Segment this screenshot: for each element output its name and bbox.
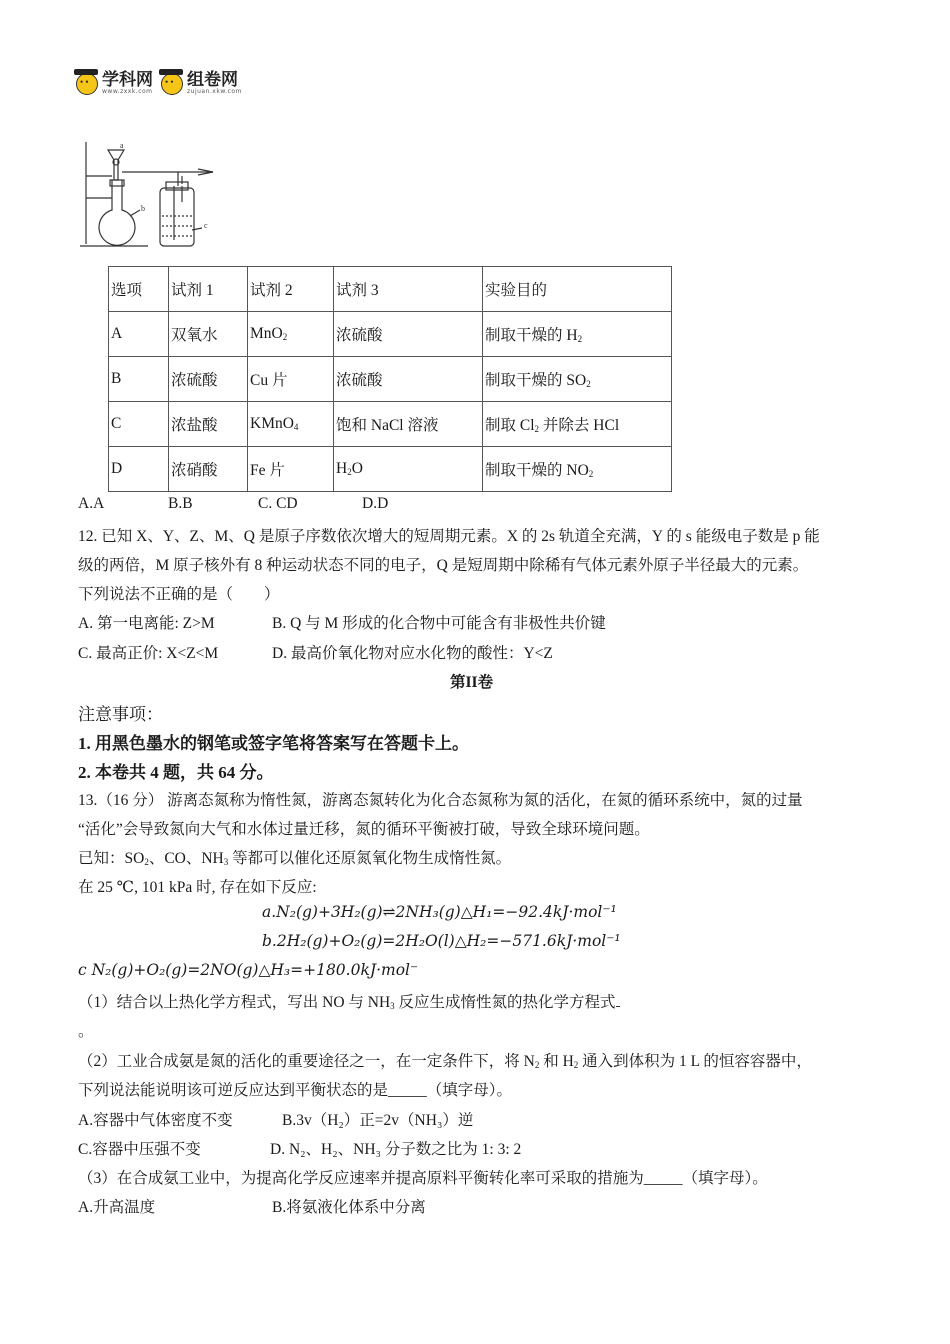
table-cell: 制取干燥的 $H_2$ xyxy=(483,312,672,357)
site-logo xyxy=(76,72,248,95)
table-header: 选项 xyxy=(109,267,169,312)
table-row xyxy=(109,402,672,447)
q11-choice-d: D.D xyxy=(362,495,389,512)
q12-option-c: C. 最高正价: X<Z<M xyxy=(78,645,219,662)
q13-line-3: 已知：$SO_2$、CO、$NH_3$ 等都可以催化还原氮氧化物生成惰性氮。 xyxy=(78,850,512,867)
q12-option-b: B. Q 与 M 形成的化合物中可能含有非极性共价键 xyxy=(272,615,606,632)
mascot-icon xyxy=(161,73,183,95)
q13-line-4: 在 25 ℃, 101 kPa 时, 存在如下反应: xyxy=(78,879,317,896)
q13-part-3: （3）在合成氨工业中，为提高化学反应速率并提高原料平衡转化率可采取的措施为_____（填字母）。 xyxy=(78,1170,768,1187)
label-a: a xyxy=(120,141,124,150)
q13-part-2-option-c: C.容器中压强不变 xyxy=(78,1141,201,1158)
apparatus-diagram xyxy=(78,136,228,254)
table-header: 试剂 3 xyxy=(334,267,483,312)
table-cell: 制取 $Cl_2$ 并除去 HCl xyxy=(483,402,672,447)
table-cell: Cu 片 xyxy=(248,357,334,402)
q13-part-3-option-a: A.升高温度 xyxy=(78,1199,156,1216)
q13-part-2-line-1: （2）工业合成氨是氮的活化的重要途径之一，在一定条件下，将 $N_2$ 和 $H_2$ 通入到体积为 1 L 的恒容容器中， xyxy=(78,1053,812,1070)
q11-choice-c: C. CD xyxy=(258,495,298,512)
q11-choice-a: A.A xyxy=(78,495,105,512)
label-c: c xyxy=(204,221,208,230)
notice-heading: 注意事项： xyxy=(78,705,163,724)
answer-blank xyxy=(616,1006,620,1007)
table-header: 试剂 2 xyxy=(248,267,334,312)
q13-part-3-option-b: B.将氨液化体系中分离 xyxy=(272,1199,426,1216)
q12-option-a: A. 第一电离能: Z>M xyxy=(78,615,215,632)
table-cell: 制取干燥的 $SO_2$ xyxy=(483,357,672,402)
table-cell: A xyxy=(109,312,169,357)
equation-c: c N₂(g)+O₂(g)=2NO(g)△H₃=+180.0kJ·mol⁻ xyxy=(78,961,419,979)
logo-brand-1: 学科网 www.zxxk.com xyxy=(102,70,153,95)
table-cell: 浓硫酸 xyxy=(169,357,248,402)
equation-b: b.2H₂(g)+O₂(g)=2H₂O(l)△H₂=−571.6kJ·mol⁻¹ xyxy=(262,932,621,950)
table-cell: 浓硝酸 xyxy=(169,447,248,492)
logo-brand-2: 组卷网 zujuan.xkw.com xyxy=(187,70,242,95)
table-row xyxy=(109,312,672,357)
table-cell: 浓盐酸 xyxy=(169,402,248,447)
table-header: 试剂 1 xyxy=(169,267,248,312)
mascot-icon xyxy=(76,73,98,95)
notice-1: 1. 用黑色墨水的钢笔或签字笔将答案写在答题卡上。 xyxy=(78,734,469,753)
q13-part-2-option-b: B.3v（H₂）正=2v（NH₃）逆 xyxy=(282,1112,474,1129)
table-header: 实验目的 xyxy=(483,267,672,312)
table-cell: 制取干燥的 $NO_2$ xyxy=(483,447,672,492)
options-table xyxy=(108,266,672,492)
notice-2: 2. 本卷共 4 题，共 64 分。 xyxy=(78,763,274,782)
table-cell: 双氧水 xyxy=(169,312,248,357)
table-cell: D xyxy=(109,447,169,492)
q12-option-d: D. 最高价氧化物对应水化物的酸性：Y<Z xyxy=(272,645,553,662)
table-cell: Fe 片 xyxy=(248,447,334,492)
q13-line-1: 13.（16 分） 游离态氮称为惰性氮，游离态氮转化为化合态氮称为氮的活化，在氮的循环系统中，氮的过量 xyxy=(78,792,803,809)
part-title: 第II卷 xyxy=(450,674,494,691)
table-cell: MnO$_2$ xyxy=(248,312,334,357)
table-row xyxy=(109,447,672,492)
table-cell: C xyxy=(109,402,169,447)
q13-part-1: （1）结合以上热化学方程式，写出 NO 与 $NH_3$ 反应生成惰性氮的热化学方程式 xyxy=(78,990,620,1012)
table-row xyxy=(109,357,672,402)
label-b: b xyxy=(141,204,145,213)
q12-line-3: 下列说法不正确的是（ ） xyxy=(78,586,280,603)
q12-line-2: 级的两倍，M 原子核外有 8 种运动状态不同的电子，Q 是短周期中除稀有气体元素外原子半径最大的元素。 xyxy=(78,557,809,574)
table-header-row xyxy=(109,267,672,312)
table-cell: 浓硫酸 xyxy=(334,312,483,357)
q13-part-1-end: 。 xyxy=(78,1023,94,1040)
table-cell: B xyxy=(109,357,169,402)
equation-a: a.N₂(g)+3H₂(g)⇌2NH₃(g)△H₁=−92.4kJ·mol⁻¹ xyxy=(262,903,617,921)
q12-line-1: 12. 已知 X、Y、Z、M、Q 是原子序数依次增大的短周期元素。X 的 2s 轨道全充满，Y 的 s 能级电子数是 p 能 xyxy=(78,528,820,545)
table-cell: 浓硫酸 xyxy=(334,357,483,402)
q13-part-2-option-a: A.容器中气体密度不变 xyxy=(78,1112,233,1129)
q11-choice-b: B.B xyxy=(168,495,193,512)
table-cell: 饱和 NaCl 溶液 xyxy=(334,402,483,447)
q13-line-2: “活化”会导致氮向大气和水体过量迁移，氮的循环平衡被打破，导致全球环境问题。 xyxy=(78,821,650,838)
table-cell: $H_2O$ xyxy=(334,447,483,492)
q13-part-2-line-2: 下列说法能说明该可逆反应达到平衡状态的是_____（填字母）。 xyxy=(78,1082,513,1099)
q13-part-2-option-d: D. N₂、H₂、NH₃ 分子数之比为 1: 3: 2 xyxy=(270,1141,522,1158)
table-cell: KMnO$_4$ xyxy=(248,402,334,447)
